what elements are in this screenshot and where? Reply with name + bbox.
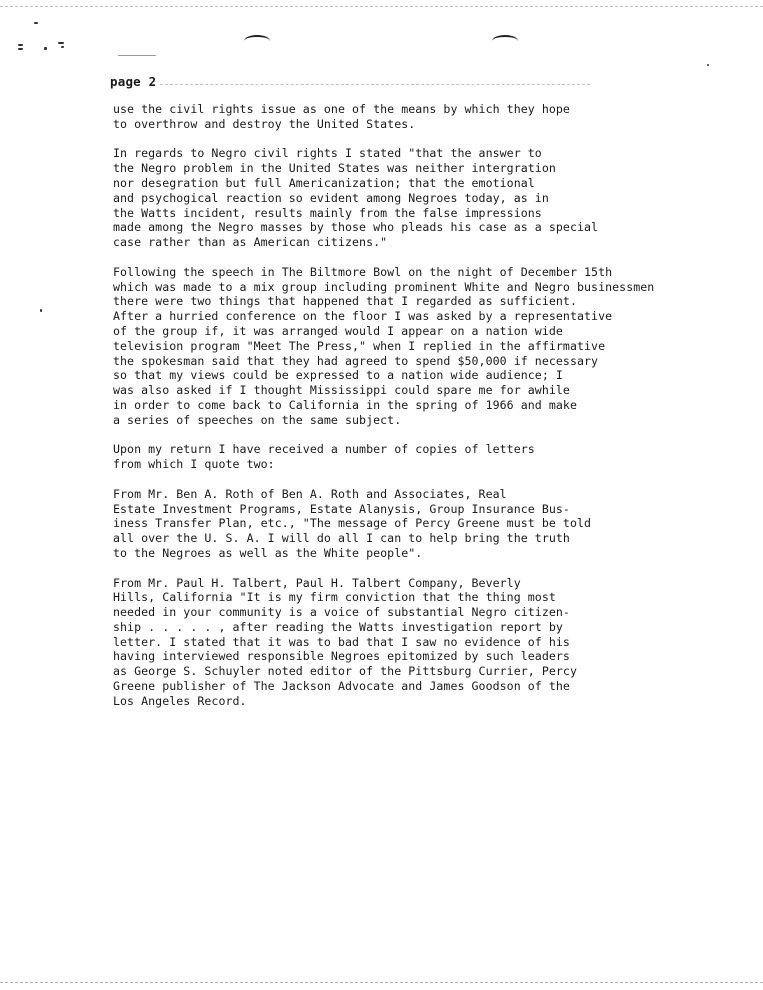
page-number: page 2 [110,74,157,89]
scan-mark [44,47,47,50]
paragraph: In regards to Negro civil rights I stated "that the answer to the Negro problem in the United States was neither intergration nor desegration but full Americanization; that the emotional and psychogical reaction so evident among Negroes today, as in the Watts incident, results mainly from the false impressions made among the Negro masses by those who pleads his case as a special case rather than as American citizens." [113,146,599,250]
paragraph: Upon my return I have received a number of copies of letters from which I quote two: [113,442,535,472]
punch-hole-mark [244,35,270,47]
paragraph: From Mr. Paul H. Talbert, Paul H. Talbert Company, Beverly Hills, California "It is my firm conviction that the thing most needed in your community is a voice of substantial Negro citizen- ship . . . . . , after reading the Watts investigation report by letter. I stated that it was to bad that I saw no evidence of his having interviewed responsible Negroes epitomized by such leaders as George S. Schuyler noted editor of the Pittsburg Currier, Percy Greene publisher of The Jackson Advocate and James Goodson of the Los Angeles Record. [113,575,577,708]
punch-hole-mark [492,35,518,47]
scan-mark [58,42,64,44]
scan-edge-bottom [0,982,763,984]
scan-mark [118,55,156,56]
paragraph: Following the speech in The Biltmore Bowl on the night of December 15th which was made to a mix group including prominent White and Negro businessmen there were two things that happened that I regarded as sufficient. After a hurried conference on the floor I was asked by a representative of the group if, it was arranged would I appear on a nation wide television program "Meet The Press," when I replied in the affirmative the spokesman said that they had agreed to spend $50,000 if necessary so that my views could be expressed to a nation wide audience; I was also asked if I thought Mississippi could spare me for awhile in order to come back to California in the spring of 1966 and make a series of speeches on the same subject. [113,264,655,427]
body-text [113,102,673,709]
header-divider [160,84,590,85]
paragraph: From Mr. Ben A. Roth of Ben A. Roth and Associates, Real Estate Investment Programs, Estate Alanysis, Group Insurance Bus- iness Transfer Plan, etc., "The message of Percy Greene must be told all over the U. S. A. I will do all I can to help bring the truth to the Negroes as well as the White people". [113,486,592,560]
scan-mark [18,48,23,50]
scan-mark [18,44,23,46]
scan-mark [61,46,64,48]
scan-mark [34,22,38,24]
scan-edge-top [0,0,763,7]
paragraph: use the civil rights issue as one of the means by which they hope to overthrow and destroy the United States. [113,102,570,131]
scan-mark [707,64,709,66]
scan-mark [40,309,42,312]
